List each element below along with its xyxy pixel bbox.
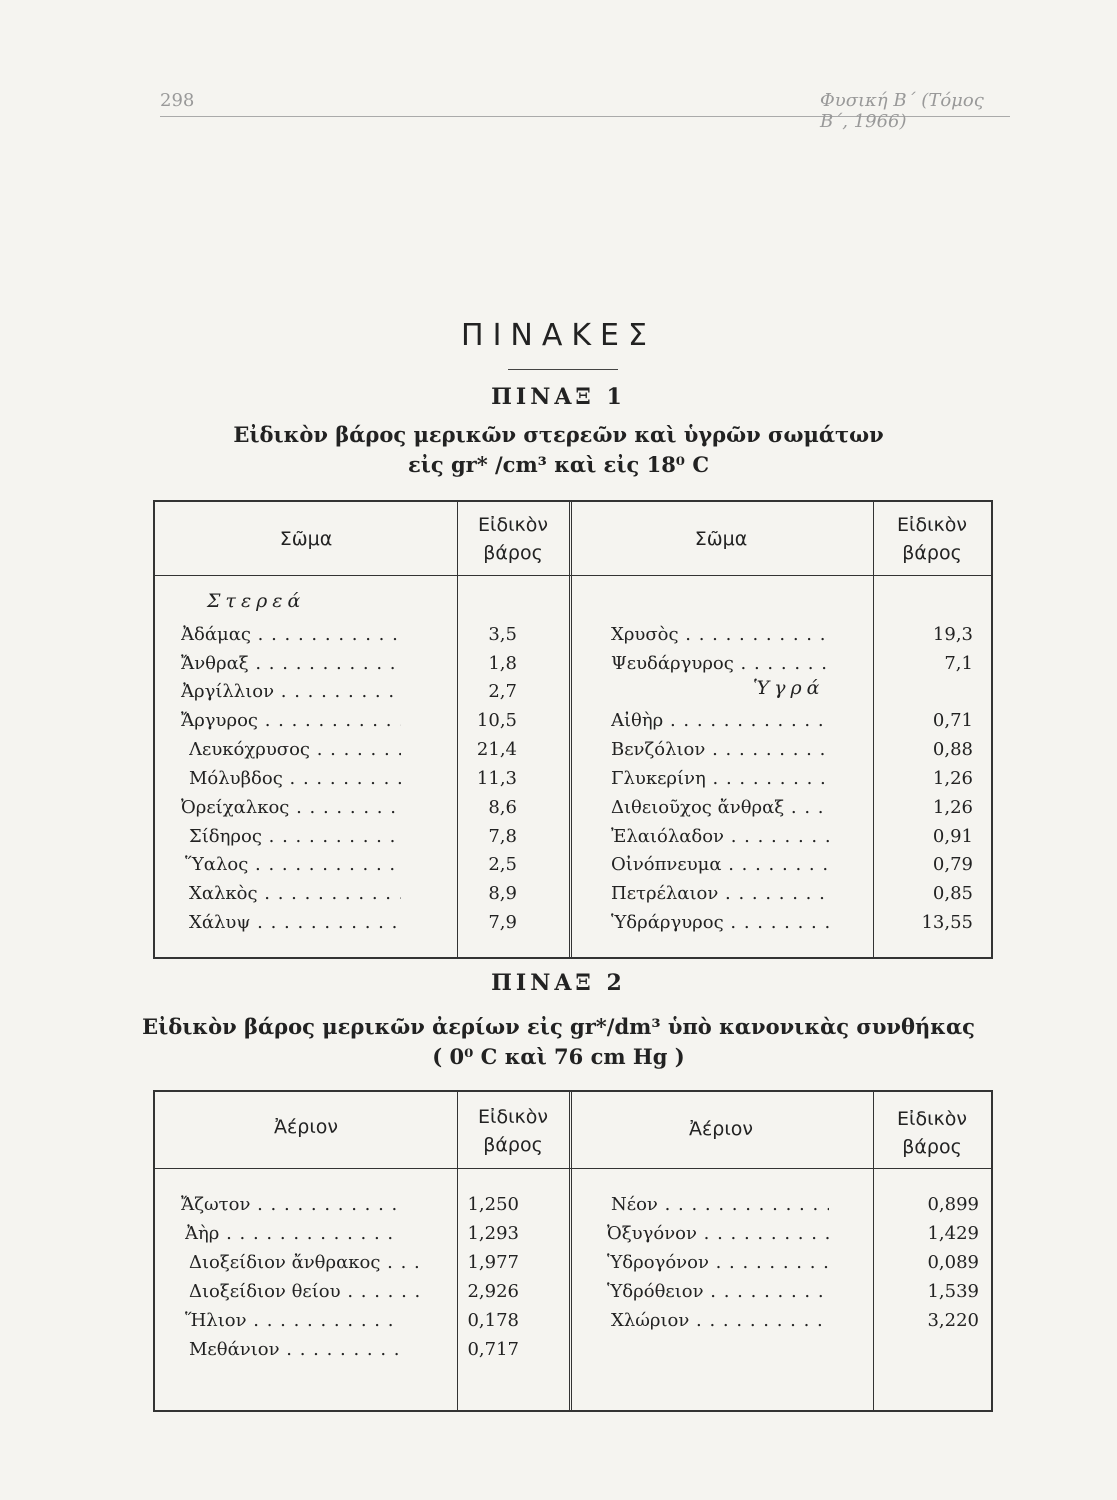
table1-caption-line1: Εἰδικὸν βάρος μερικῶν στερεῶν καὶ ὑγρῶν σωμάτων bbox=[233, 422, 884, 447]
substance-name: Ὀρείχαλκος . . . bbox=[181, 795, 401, 821]
substance-name: Χαλκὸς . . . bbox=[189, 881, 401, 907]
weight-value: 1,26 bbox=[932, 797, 973, 818]
gas-name: Ὑδρογόνον . . . bbox=[607, 1250, 829, 1276]
weight-value: 0,79 bbox=[932, 854, 973, 875]
table-row bbox=[155, 651, 569, 677]
table-row bbox=[569, 766, 991, 792]
weight-value: 21,4 bbox=[476, 739, 517, 760]
table1-caption-line2: εἰς gr* /cm³ καὶ εἰς 18⁰ C bbox=[407, 452, 710, 477]
substance-name: Οἰνόπνευμα . . . bbox=[611, 852, 829, 878]
weight-value: 0,717 bbox=[467, 1339, 519, 1360]
table-row bbox=[155, 881, 569, 907]
table-row bbox=[569, 1279, 991, 1305]
table2-col-weight-right-2: βάρος bbox=[902, 1136, 962, 1158]
table-row bbox=[155, 852, 569, 878]
weight-value: 2,5 bbox=[488, 854, 517, 875]
table2-col-gas-right: Ἀέριον bbox=[689, 1118, 753, 1140]
gas-name: Ἥλιον . . . bbox=[185, 1308, 401, 1334]
table1-col-weight-left-2: βάρος bbox=[483, 542, 543, 564]
weight-value: 0,178 bbox=[467, 1310, 519, 1331]
table1-col-weight-right-2: βάρος bbox=[902, 542, 962, 564]
substance-name: Ἄργυρος . . . bbox=[181, 708, 401, 734]
table-row bbox=[569, 1308, 991, 1334]
weight-value: 10,5 bbox=[476, 710, 517, 731]
weight-value: 1,539 bbox=[927, 1281, 979, 1302]
table-row bbox=[155, 1250, 569, 1276]
table-row bbox=[569, 708, 991, 734]
table2-caption-line1: Εἰδικὸν βάρος μερικῶν ἀερίων εἰς gr*/dm³ ὑπὸ κανονικὰς συνθήκας bbox=[142, 1014, 975, 1039]
table1-col-substance-right: Σῶμα bbox=[694, 528, 748, 550]
weight-value: 1,26 bbox=[932, 768, 973, 789]
table2-header-rule bbox=[155, 1168, 991, 1169]
title-rule bbox=[508, 369, 618, 370]
table-row bbox=[569, 737, 991, 763]
substance-name: Γλυκερίνη . . . bbox=[611, 766, 829, 792]
substance-name: Ὕαλος . . . bbox=[185, 852, 401, 878]
substance-name: Μόλυβδος . . . bbox=[189, 766, 401, 792]
gas-name: Ἀὴρ . . . bbox=[185, 1221, 401, 1247]
substance-name: Λευκόχρυσος . . . bbox=[189, 737, 401, 763]
weight-value: 3,5 bbox=[488, 624, 517, 645]
gas-name: Νέον . . . bbox=[611, 1192, 829, 1218]
table-row bbox=[569, 1221, 991, 1247]
table-row bbox=[569, 881, 991, 907]
table-row bbox=[155, 795, 569, 821]
weight-value: 2,7 bbox=[488, 681, 517, 702]
table-row bbox=[155, 622, 569, 648]
weight-value: 8,6 bbox=[488, 797, 517, 818]
table2-col-weight-left-2: βάρος bbox=[483, 1134, 543, 1156]
table1-title: ΠΙΝΑΞ 1 bbox=[491, 384, 626, 410]
table-row bbox=[155, 679, 569, 705]
weight-value: 1,429 bbox=[927, 1223, 979, 1244]
substance-name: Αἰθὴρ . . . bbox=[611, 708, 829, 734]
substance-name: Βενζόλιον . . . bbox=[611, 737, 829, 763]
table-row bbox=[155, 1337, 569, 1363]
weight-value: 0,85 bbox=[932, 883, 973, 904]
table-row bbox=[569, 1250, 991, 1276]
substance-name: Ἀργίλλιον . . . bbox=[181, 679, 401, 705]
substance-name: Χάλυψ . . . bbox=[189, 910, 401, 936]
table2-col-weight-right-1: Εἰδικὸν bbox=[897, 1108, 967, 1130]
weight-value: 7,1 bbox=[944, 653, 973, 674]
running-header bbox=[160, 86, 1010, 132]
table2-title: ΠΙΝΑΞ 2 bbox=[491, 970, 626, 996]
substance-name: Ὑδράργυρος . . . bbox=[611, 910, 829, 936]
gas-name: Διοξείδιον θείου . . . bbox=[189, 1279, 419, 1305]
weight-value: 19,3 bbox=[932, 624, 973, 645]
substance-name: Χρυσὸς . . . bbox=[611, 622, 829, 648]
weight-value: 3,220 bbox=[927, 1310, 979, 1331]
table1-header-rule bbox=[155, 575, 991, 576]
substance-name: Ἄνθραξ . . . bbox=[181, 651, 401, 677]
gas-name: Διοξείδιον ἄνθρακος . . . bbox=[189, 1250, 419, 1276]
weight-value: 11,3 bbox=[476, 768, 517, 789]
weight-value: 7,8 bbox=[488, 826, 517, 847]
table-row bbox=[155, 737, 569, 763]
gas-name: Χλώριον . . . bbox=[611, 1308, 829, 1334]
substance-name: Διθειοῦχος ἄνθραξ . . . bbox=[611, 795, 829, 821]
gas-name: Ὑδρόθειον . . . bbox=[607, 1279, 829, 1305]
table1-col-weight-right-1: Εἰδικὸν bbox=[897, 514, 967, 536]
page-number: 298 bbox=[160, 90, 195, 111]
section-liquids: Ὑγρά bbox=[753, 677, 825, 699]
gas-name: Ὀξυγόνον . . . bbox=[607, 1221, 829, 1247]
weight-value: 1,8 bbox=[488, 653, 517, 674]
table-row bbox=[155, 708, 569, 734]
table-row bbox=[155, 766, 569, 792]
weight-value: 0,71 bbox=[932, 710, 973, 731]
table-row bbox=[569, 651, 991, 677]
table-row bbox=[569, 795, 991, 821]
table2-col-weight-left-1: Εἰδικὸν bbox=[478, 1106, 548, 1128]
weight-value: 1,293 bbox=[467, 1223, 519, 1244]
weight-value: 2,926 bbox=[467, 1281, 519, 1302]
weight-value: 0,899 bbox=[927, 1194, 979, 1215]
table-row bbox=[569, 910, 991, 936]
weight-value: 1,977 bbox=[467, 1252, 519, 1273]
weight-value: 0,089 bbox=[927, 1252, 979, 1273]
substance-name: Ἐλαιόλαδον . . . bbox=[611, 824, 829, 850]
table-row bbox=[569, 824, 991, 850]
gas-name: Ἄζωτον . . . bbox=[181, 1192, 401, 1218]
section-solids: Στερεά bbox=[207, 590, 306, 612]
substance-name: Ἀδάμας . . . bbox=[181, 622, 401, 648]
table1-col-substance-left: Σῶμα bbox=[279, 528, 333, 550]
table2 bbox=[153, 1090, 993, 1412]
substance-name: Πετρέλαιον . . . bbox=[611, 881, 829, 907]
table-row bbox=[569, 622, 991, 648]
table1 bbox=[153, 500, 993, 959]
table-row bbox=[155, 1308, 569, 1334]
table2-caption-line2: ( 0⁰ C καὶ 76 cm Hg ) bbox=[432, 1044, 685, 1069]
gas-name: Μεθάνιον . . . bbox=[189, 1337, 401, 1363]
table-row bbox=[155, 910, 569, 936]
table-row bbox=[155, 1221, 569, 1247]
table-row bbox=[155, 824, 569, 850]
weight-value: 13,55 bbox=[921, 912, 973, 933]
weight-value: 0,91 bbox=[932, 826, 973, 847]
running-title: Φυσική Β΄ (Τόμος Β΄, 1966) bbox=[820, 90, 984, 132]
weight-value: 1,250 bbox=[467, 1194, 519, 1215]
table-row bbox=[155, 1192, 569, 1218]
substance-name: Ψευδάργυρος . . . bbox=[611, 651, 829, 677]
page-title: ΠΙΝΑΚΕΣ bbox=[461, 318, 656, 353]
weight-value: 0,88 bbox=[932, 739, 973, 760]
substance-name: Σίδηρος . . . bbox=[189, 824, 401, 850]
table2-col-gas-left: Ἀέριον bbox=[274, 1116, 338, 1138]
table-row bbox=[569, 1192, 991, 1218]
table-row bbox=[155, 1279, 569, 1305]
weight-value: 8,9 bbox=[488, 883, 517, 904]
table-row bbox=[569, 852, 991, 878]
table1-col-weight-left-1: Εἰδικὸν bbox=[478, 514, 548, 536]
weight-value: 7,9 bbox=[488, 912, 517, 933]
